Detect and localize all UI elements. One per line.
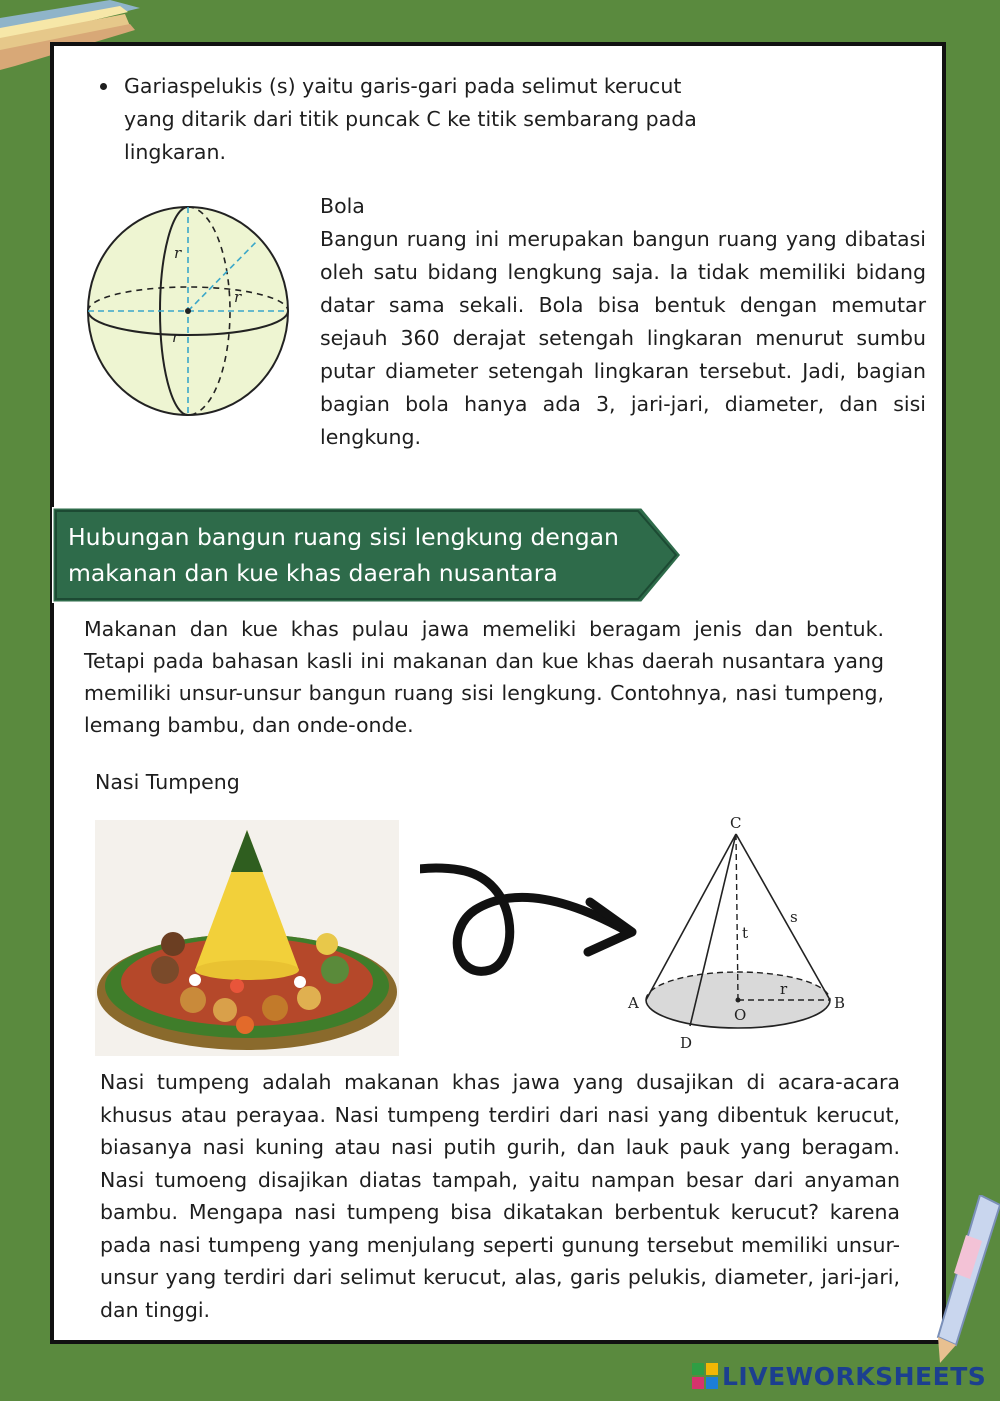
banner-line-2: makanan dan kue khas daerah nusantara	[68, 559, 558, 587]
section-banner-title	[68, 519, 648, 591]
liveworksheets-logo-icon	[692, 1363, 718, 1389]
cone-label-r: r	[780, 980, 788, 998]
nasi-tumpeng-title: Nasi Tumpeng	[95, 770, 240, 794]
bullet-garis-pelukis	[100, 70, 730, 169]
cone-label-s: s	[790, 908, 798, 926]
sphere-radius-label-3: r	[172, 328, 180, 346]
bola-description: Bangun ruang ini merupakan bangun ruang yang dibatasi oleh satu bidang lengkung saja. Ia tidak memiliki bidang datar sama sekali. Bola bisa bentuk dengan memutar sejauh 360 derajat setengah lingkaran menurut sumbu putar diameter setengah lingkaran tersebut. Jadi, bagian bagian bola hanya ada 3, jari-jari, diameter, dan sisi lengkung.	[320, 227, 926, 449]
cone-label-d: D	[680, 1034, 693, 1052]
cone-diagram	[620, 810, 860, 1055]
banner-line-1: Hubungan bangun ruang sisi lengkung dengan	[68, 523, 619, 551]
intro-paragraph: Makanan dan kue khas pulau jawa memeliki beragam jenis dan bentuk. Tetapi pada bahasan kasli ini makanan dan kue khas daerah nusantara yang memiliki unsur-unsur bangun ruang sisi lengkung. Contohnya, nasi tumpeng, lemang bambu, dan onde-onde.	[84, 617, 884, 737]
nasi-tumpeng-description: Nasi tumpeng adalah makanan khas jawa yang dusajikan di acara-acara khusus atau perayaa. Nasi tumpeng terdiri dari nasi yang dibentuk kerucut, biasanya nasi kuning atau nasi putih gurih, dan lauk pauk yang beragam. Nasi tumoeng disajikan diatas tampah, yaitu nampan besar dari anyaman bambu. Mengapa nasi tumpeng bisa dikatakan berbentuk kerucut? karena pada nasi tumpeng yang menjulang seperti gunung tersebut memiliki unsur-unsur yang terdiri dari selimut kerucut, alas, garis pelukis, diameter, jari-jari, dan tinggi.	[100, 1070, 900, 1322]
cone-label-a: A	[628, 994, 639, 1012]
sphere-radius-label-1: r	[174, 244, 182, 262]
pen-decoration-icon	[920, 1195, 1000, 1365]
sphere-diagram	[82, 200, 294, 422]
cone-label-b: B	[834, 994, 846, 1012]
cone-label-c: C	[730, 814, 742, 832]
cone-label-t: t	[742, 924, 749, 942]
sphere-radius-label-2: r	[234, 288, 242, 306]
bullet-dot-icon	[100, 83, 107, 90]
nasi-tumpeng-photo	[95, 820, 399, 1056]
bullet-text: Gariaspelukis (s) yaitu garis-gari pada selimut kerucut yang ditarik dari titik puncak C ke titik sembarang pada lingkaran.	[124, 74, 697, 164]
liveworksheets-brand	[692, 1362, 986, 1390]
bola-title: Bola	[320, 194, 365, 218]
liveworksheets-wordmark: LIVEWORKSHEETS	[722, 1361, 987, 1391]
cone-label-o: O	[734, 1006, 747, 1024]
